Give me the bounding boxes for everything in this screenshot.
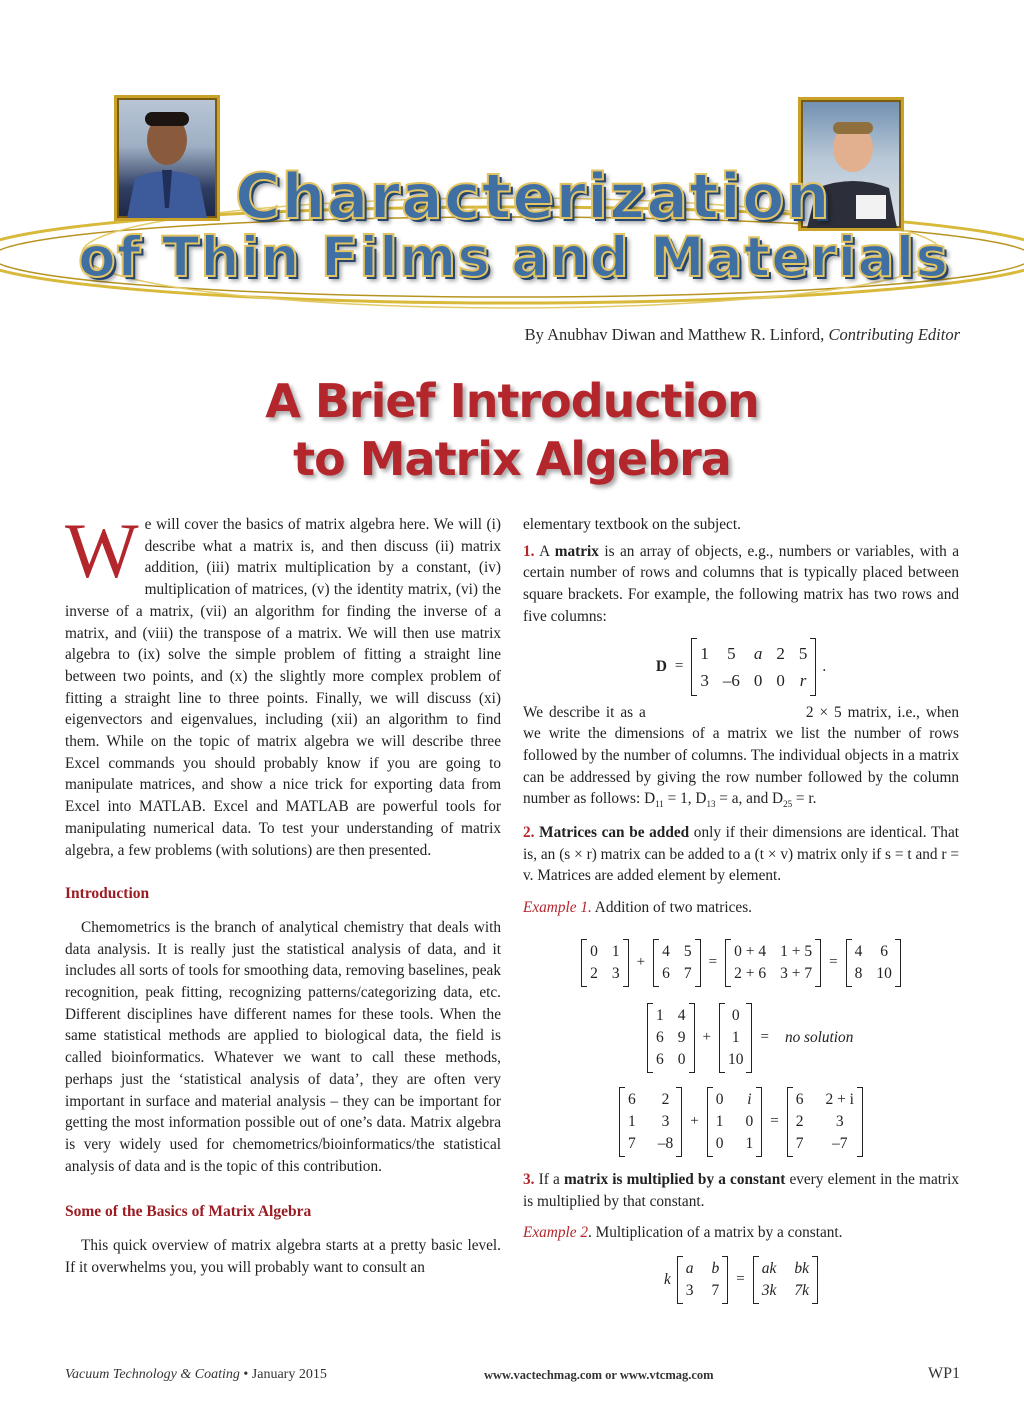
matrix-f: 0 1 10 xyxy=(719,1003,753,1073)
byline-authors: By Anubhav Diwan and Matthew R. Linford, xyxy=(524,325,829,344)
example-1-caption: Example 1. Addition of two matrices. xyxy=(523,899,752,917)
example-1-equation-3: 6 2 1 3 7 –8 + 0 i 1 0 0 1 = 6 2 + i 2 3 7 –7 xyxy=(523,1087,959,1157)
term-matrix: matrix xyxy=(554,542,599,560)
right-column xyxy=(523,514,959,1304)
no-solution-label: no solution xyxy=(784,1029,854,1047)
matrix-b: 4 5 6 7 xyxy=(653,939,701,987)
example-2-equation: k a b 3 7 = ak bk 3k 7k xyxy=(523,1256,959,1304)
banner-title-line2: of Thin Films and Materials xyxy=(78,225,950,289)
item-1-paragraph: 1. A matrix is an array of objects, e.g., numbers or variables, with a certain number of rows and columns that is typically placed between square brackets. For example, the following matrix has two rows and five columns: xyxy=(523,542,959,625)
section-heading-introduction: Introduction xyxy=(65,885,150,903)
describe-paragraph: We describe it as a 2 × 5 matrix, i.e., when we write the dimensions of a matrix we list the number of rows followed by the number of columns. The individual objects in a matrix can be addressed by giving the row number followed by the column number as follows: $D_{11} = 1$, $D_{13} = a$, and $D_{25} = r$. xyxy=(523,703,959,810)
intro-paragraph xyxy=(65,507,501,861)
matrix-a: 0 1 2 3 xyxy=(581,939,629,987)
matrix-d: 1 5 a 2 5 3 –6 0 0 r xyxy=(691,638,816,696)
term-matrices-added: Matrices can be added xyxy=(539,824,690,842)
matrix-e: 1 4 6 9 6 0 xyxy=(647,1003,695,1073)
item-2-paragraph: 2. Matrices can be added only if their dimensions are identical. That is, an (s × r) matrix can be added to a (t × v) matrix only if s = t and r = v. Matrices are added element by element. xyxy=(523,824,959,885)
matrix-d-label: D xyxy=(655,657,667,675)
title-line1: A Brief Introduction xyxy=(265,374,759,428)
title-line2: to Matrix Algebra xyxy=(293,432,731,486)
matrix-k: 6 2 + i 2 3 7 –7 xyxy=(787,1087,863,1157)
matrix-d-sum: 4 6 8 10 xyxy=(846,939,901,987)
matrix-h: 0 i 1 0 0 1 xyxy=(707,1087,763,1157)
banner-title-line1: Characterization xyxy=(235,160,831,233)
author-photo-left xyxy=(114,95,220,221)
item-3-number: 3. xyxy=(523,1170,535,1188)
left-column xyxy=(65,507,501,1279)
footer-date: January 2015 xyxy=(251,1367,327,1382)
example-1-equation-2: 1 4 6 9 6 0 + 0 1 10 = no solution xyxy=(523,1003,959,1073)
footer-url: www.vactechmag.com or www.vtcmag.com xyxy=(484,1368,714,1382)
example-1-label: Example 1. xyxy=(523,899,592,917)
footer-journal: Vacuum Technology & Coating • January 2015 xyxy=(65,1367,327,1382)
matrix-d-equation: D = 1 5 a 2 5 3 –6 0 0 r . xyxy=(523,638,959,696)
basics-paragraph: This quick overview of matrix algebra starts at a pretty basic level. If it overwhelms you, you will probably want to consult an xyxy=(65,1237,501,1276)
article-title xyxy=(120,372,904,488)
section-heading-basics: Some of the Basics of Matrix Algebra xyxy=(65,1203,312,1221)
term-multiplied-constant: matrix is multiplied by a constant xyxy=(563,1170,786,1188)
page-number: WP1 xyxy=(928,1365,960,1382)
introduction-paragraph: Chemometrics is the branch of analytical chemistry that deals with data analysis. It is really just the statistical analysis of data, and it includes all sorts of tools for smoothing data, removing baselines, peak recognition, peak fitting, recognizing patterns/categorizing data, etc. Different disciplines have different names for these tools. When the same statistical methods are applied to biological data, the field is called bioinformatics. Whatever we want to call these methods, perhaps just the ‘statistical analysis of data’, they are often very important in surface and material analysis – they can be important for getting the most information possible out of one’s data. Matrix algebra is very widely used for chemometrics/bioinformatics/the statistical analysis of data and is the topic of this contribution. xyxy=(65,918,501,1175)
matrix-g: 6 2 1 3 7 –8 xyxy=(619,1087,682,1157)
matrix-ab: a b 3 7 xyxy=(677,1256,729,1304)
item-1-number: 1. xyxy=(523,542,535,560)
continued-text: elementary textbook on the subject. xyxy=(523,516,741,533)
example-2-label: Example 2 xyxy=(523,1224,588,1242)
example-1-equation-1: 0 1 2 3 + 4 5 6 7 = 0 + 4 1 + 5 2 + 6 3 + 7 = 4 6 8 10 xyxy=(523,939,959,987)
byline-role: Contributing Editor xyxy=(828,325,960,344)
matrix-akbk: ak bk 3k 7k xyxy=(753,1256,818,1304)
header-banner xyxy=(0,85,1024,315)
intro-text: e will cover the basics of matrix algebra here. We will (i) describe what a matrix is, and then discuss (ii) matrix addition, (iii) matrix multiplication by a constant, (iv) multiplication of matrices, (v) the identity matrix, (vi) the inverse of a matrix, (vii) an algorithm for finding the inverse of a matrix, and (viii) the transpose of a matrix. We will then use matrix algebra to (ix) solve the simple problem of fitting a straight line between two points, and (x) the slightly more complex problem of fitting a straight line to three points. Finally, we will discuss (xi) eigenvectors and eigenvalues, including (xii) an algorithm to find them. While on the topic of matrix algebra we will describe three Excel commands you should probably know if you are going to manipulate matrices, and show a nice trick for exporting data from Excel into MATLAB. Excel and MATLAB are powerful tools for manipulating numerical data. To test your understanding of matrix algebra, a few problems (with solutions) are then presented. xyxy=(65,516,501,859)
item-3-paragraph: 3. If a matrix is multiplied by a constant every element in the matrix is multiplied by that constant. xyxy=(523,1170,959,1210)
matrix-c: 0 + 4 1 + 5 2 + 6 3 + 7 xyxy=(725,939,821,987)
portrait-icon xyxy=(117,98,217,218)
byline xyxy=(380,325,960,345)
drop-cap: W xyxy=(65,507,139,594)
example-2-caption: Example 2. Multiplication of a matrix by a constant. xyxy=(523,1224,843,1242)
item-2-number: 2. xyxy=(523,824,535,842)
